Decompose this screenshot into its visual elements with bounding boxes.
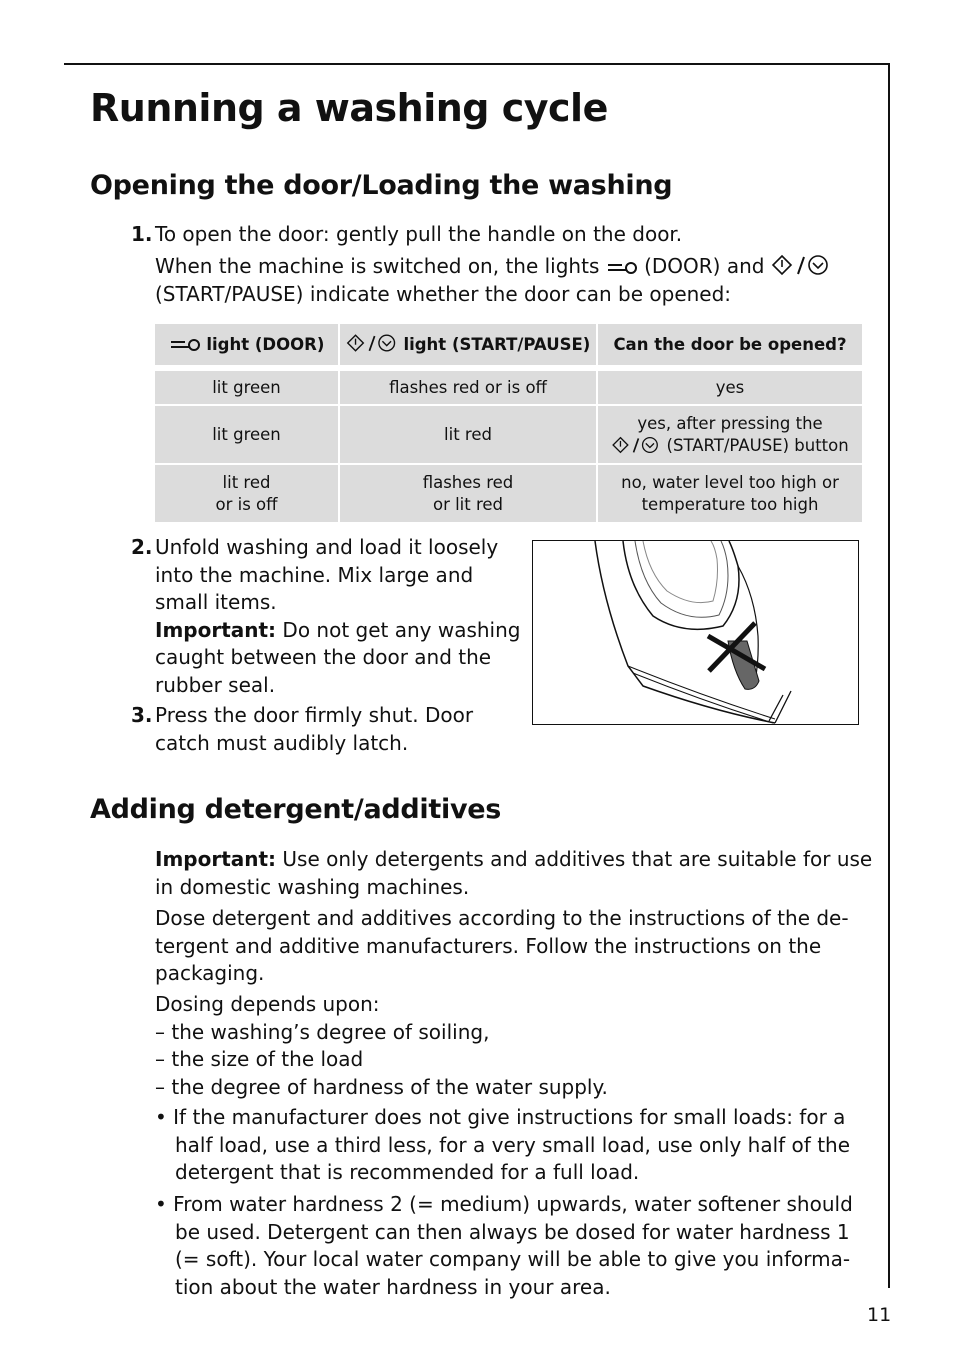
step-2-text <box>155 534 525 699</box>
table-row <box>155 465 862 522</box>
table-row <box>155 371 862 404</box>
start-pause-icon <box>346 333 398 353</box>
cell-line: no, water level too high or <box>621 472 839 492</box>
step-number: 1. <box>131 222 153 246</box>
text-line: caught between the door and the <box>155 645 492 669</box>
list-item: – the washing’s degree of soiling, <box>155 1019 490 1044</box>
cell-line: lit red <box>222 472 271 492</box>
text-line: Dosing depends upon: <box>155 992 380 1016</box>
table-gap <box>155 367 862 369</box>
text-line: in domestic washing machines. <box>155 874 470 899</box>
washer-door-illustration <box>532 540 859 725</box>
bullet-small-loads <box>155 1104 880 1187</box>
table-cell <box>155 465 338 522</box>
text-line: Press the door firmly shut. Door <box>155 703 474 727</box>
table-cell: flashes red or is off <box>340 371 596 404</box>
door-lock-icon <box>169 337 201 353</box>
door-lights-table <box>153 322 864 524</box>
table-header-cell: Can the door be opened? <box>598 324 862 365</box>
table-row <box>155 406 862 463</box>
table-header-cell <box>340 324 596 365</box>
text-line: small items. <box>155 590 277 614</box>
bullet-water-hardness <box>155 1191 880 1301</box>
table-cell: lit green <box>155 371 338 404</box>
text-line: • From water hardness 2 (= medium) upwards, water softener should <box>155 1192 853 1216</box>
step-number: 2. <box>131 535 153 559</box>
cell-line: or lit red <box>432 494 504 514</box>
text-line: • If the manufacturer does not give instructions for small loads: for a <box>155 1105 846 1129</box>
washer-door-drawing <box>533 541 859 725</box>
text-line: catch must audibly latch. <box>155 730 409 755</box>
text-line: Dose detergent and additives according to the instructions of the de- <box>155 906 849 930</box>
text-line: into the machine. Mix large and <box>155 562 474 587</box>
cell-line: temperature too high <box>641 494 819 514</box>
text-line: tion about the water hardness in your area. <box>175 1274 611 1299</box>
table-cell <box>598 406 862 463</box>
door-lock-icon <box>606 260 638 276</box>
text-line: tergent and additive manufacturers. Follow the instructions on the <box>155 933 822 958</box>
dosing-list <box>155 991 875 1101</box>
important-label: Important: <box>155 847 277 871</box>
step-1-lights-line <box>155 253 855 281</box>
text-line <box>155 617 525 645</box>
step-1-line: To open the door: gently pull the handle on the door. <box>155 222 683 246</box>
table-cell: yes <box>598 371 862 404</box>
table-cell: lit red <box>340 406 596 463</box>
top-rule <box>64 63 890 65</box>
list-item: – the size of the load <box>155 1047 364 1071</box>
step-3-text <box>155 702 525 757</box>
text-span: Use only detergents and additives that are suitable for use <box>282 847 873 871</box>
text-line <box>155 846 875 874</box>
cell-line: yes, after pressing the <box>637 413 823 433</box>
start-pause-icon <box>611 436 661 454</box>
section-heading-detergent: Adding detergent/additives <box>90 794 502 825</box>
text-line: (= soft). Your local water company will be able to give you informa- <box>175 1247 851 1271</box>
table-cell <box>340 465 596 522</box>
text-span: (DOOR) and <box>644 254 765 278</box>
text-line: rubber seal. <box>155 672 276 697</box>
table-header-row <box>155 324 862 365</box>
header-label: light (START/PAUSE) <box>403 335 591 354</box>
table-header-cell <box>155 324 338 365</box>
step-1-lights-line: (START/PAUSE) indicate whether the door can be opened: <box>155 281 732 306</box>
text-line: packaging. <box>155 961 265 985</box>
detergent-important-paragraph <box>155 846 875 901</box>
text-span: (START/PAUSE) button <box>666 435 849 455</box>
header-label: light (DOOR) <box>206 334 325 354</box>
list-item: – the degree of hardness of the water supply. <box>155 1074 608 1099</box>
text-line: half load, use a third less, for a very small load, use only half of the <box>175 1132 851 1157</box>
text-line: detergent that is recommended for a full load. <box>175 1160 640 1184</box>
text-span: When the machine is switched on, the lights <box>155 254 600 278</box>
right-rule <box>888 63 890 1288</box>
step-1-text <box>155 221 682 249</box>
text-line: be used. Detergent can then always be dosed for water hardness 1 <box>175 1219 850 1244</box>
cell-line <box>598 435 862 457</box>
important-label: Important: <box>155 617 277 642</box>
page-title: Running a washing cycle <box>90 86 608 130</box>
step-number: 3. <box>131 703 153 727</box>
table-cell: lit green <box>155 406 338 463</box>
section-heading-opening-door: Opening the door/Loading the washing <box>90 170 673 201</box>
page-number: 11 <box>867 1304 892 1326</box>
start-pause-icon <box>771 254 831 276</box>
cell-line: flashes red <box>422 472 514 492</box>
cell-line: or is off <box>215 494 278 514</box>
gap-cell <box>155 367 862 369</box>
step-1-lights-text <box>155 253 855 308</box>
table-cell <box>598 465 862 522</box>
text-span: Do not get any washing <box>282 617 521 642</box>
text-line: Unfold washing and load it loosely <box>155 535 499 559</box>
dose-paragraph <box>155 905 875 988</box>
